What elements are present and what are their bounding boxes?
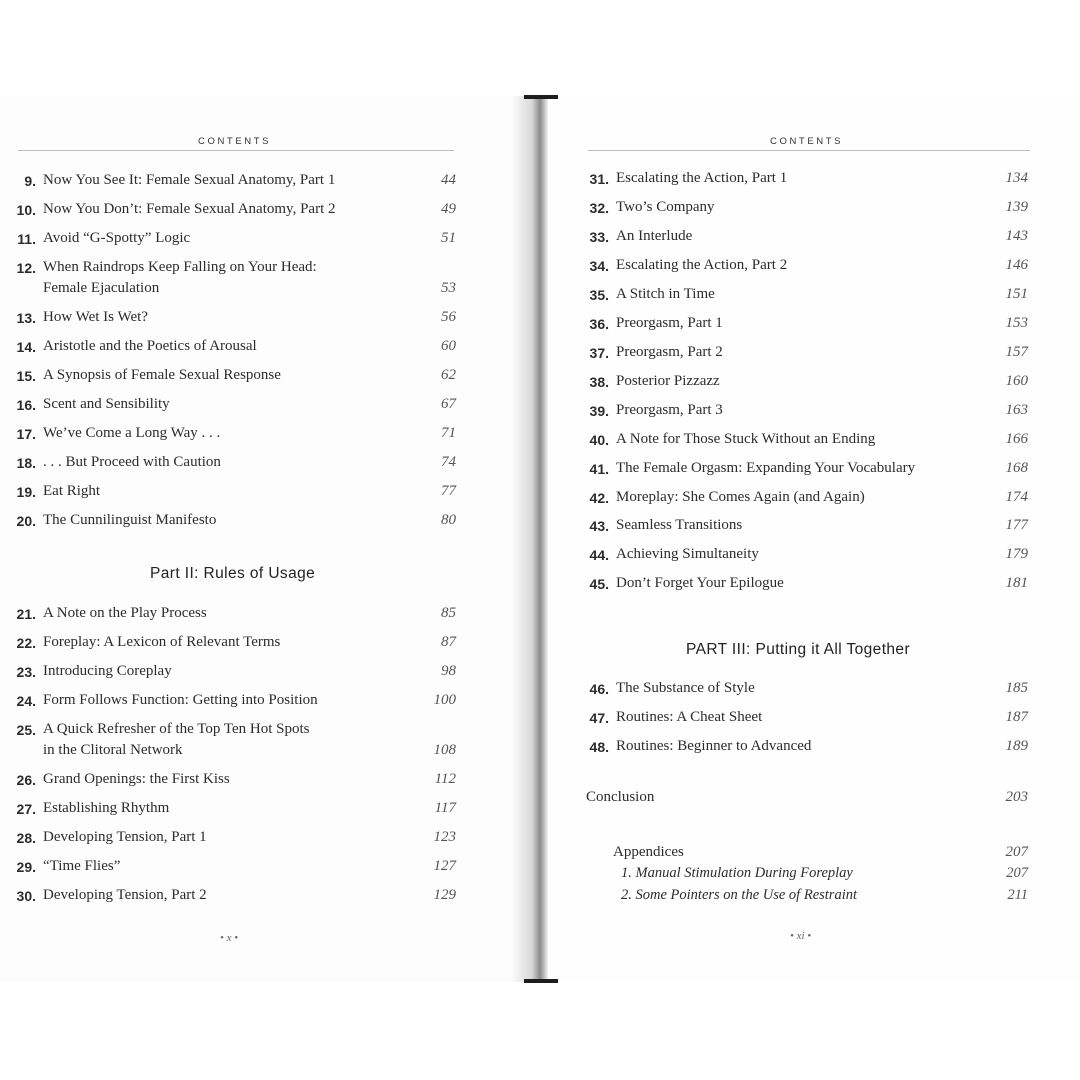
- entry-number: 43.: [589, 518, 609, 534]
- entry-title: The Substance of Style: [616, 680, 755, 696]
- entry-number: 42.: [589, 490, 609, 506]
- entry-number: 41.: [589, 461, 609, 477]
- toc-entry: [0, 451, 522, 473]
- entry-page: 100: [433, 692, 456, 708]
- entry-title: The Cunnilinguist Manifesto: [43, 512, 217, 528]
- entry-number: 32.: [589, 200, 609, 216]
- toc-entry: [522, 167, 1080, 189]
- entry-page: 62: [441, 367, 456, 383]
- entry-page: 185: [1005, 680, 1028, 696]
- entry-title: When Raindrops Keep Falling on Your Head:: [43, 259, 317, 275]
- entry-title: Achieving Simultaneity: [616, 546, 759, 562]
- entry-title: Preorgasm, Part 2: [616, 344, 723, 360]
- entry-page: 98: [441, 663, 456, 679]
- toc-entry: [522, 370, 1080, 392]
- entry-number: 11.: [17, 231, 36, 247]
- entry-page: 177: [1005, 517, 1028, 533]
- left-page: [0, 96, 522, 982]
- entry-title: . . . But Proceed with Caution: [43, 454, 221, 470]
- toc-entry: [0, 422, 522, 444]
- toc-entry: [0, 227, 522, 249]
- entry-page: 139: [1005, 199, 1028, 215]
- entry-number: 45.: [589, 576, 609, 592]
- entry-number: 10.: [16, 202, 36, 218]
- entry-title: Posterior Pizzazz: [616, 373, 720, 389]
- entry-number: 18.: [16, 455, 36, 471]
- toc-entry: [522, 428, 1080, 450]
- entry-number: 34.: [589, 258, 609, 274]
- entry-number: 27.: [16, 801, 36, 817]
- entry-number: 33.: [589, 229, 609, 245]
- entry-number: 16.: [16, 397, 36, 413]
- entry-title: Grand Openings: the First Kiss: [43, 771, 230, 787]
- entry-title: A Stitch in Time: [616, 286, 715, 302]
- entry-title: Routines: A Cheat Sheet: [616, 709, 763, 725]
- toc-entry: [0, 335, 522, 357]
- toc-entry: [522, 706, 1080, 728]
- running-head: CONTENTS: [198, 136, 272, 147]
- entry-page: 87: [441, 634, 456, 650]
- entry-page: 108: [433, 742, 456, 758]
- toc-entry: [0, 768, 522, 790]
- toc-entry: [0, 884, 522, 906]
- appendices-entry: [522, 841, 1080, 863]
- entry-number: 17.: [16, 426, 36, 442]
- running-head: CONTENTS: [770, 136, 844, 147]
- entry-title: The Female Orgasm: Expanding Your Vocabulary: [616, 460, 916, 476]
- entry-title: Form Follows Function: Getting into Position: [43, 692, 318, 708]
- entry-title: Now You See It: Female Sexual Anatomy, Part 1: [43, 172, 336, 188]
- entry-title: Introducing Coreplay: [43, 663, 172, 679]
- toc-entry: [522, 735, 1080, 757]
- entry-title: Eat Right: [43, 483, 101, 499]
- toc-entry: [0, 855, 522, 877]
- entry-title-continued: in the Clitoral Network: [43, 742, 183, 758]
- toc-entry: [522, 677, 1080, 699]
- entry-page: 187: [1005, 709, 1028, 725]
- entry-title: Now You Don’t: Female Sexual Anatomy, Part 2: [43, 201, 336, 217]
- entry-page: 211: [1007, 887, 1028, 903]
- entry-number: 36.: [589, 316, 609, 332]
- entry-title: A Note for Those Stuck Without an Ending: [616, 431, 876, 447]
- entry-page: 60: [441, 338, 456, 354]
- book-gutter-shadow: [512, 96, 548, 982]
- entry-page: 117: [434, 800, 456, 816]
- entry-page: 49: [441, 201, 456, 217]
- entry-number: 23.: [16, 664, 36, 680]
- entry-page: 157: [1005, 344, 1028, 360]
- entry-title: Conclusion: [586, 789, 655, 805]
- appendix-item: [522, 884, 1080, 906]
- entry-page: 203: [1005, 789, 1028, 805]
- entry-number: 48.: [589, 739, 609, 755]
- entry-title: An Interlude: [616, 228, 693, 244]
- entry-page: 71: [441, 425, 456, 441]
- entry-title: Escalating the Action, Part 2: [616, 257, 788, 273]
- page-folio: • x •: [220, 932, 239, 944]
- toc-entry: [0, 509, 522, 531]
- entry-number: 44.: [589, 547, 609, 563]
- toc-entry: [0, 826, 522, 848]
- toc-entry: [522, 399, 1080, 421]
- toc-entry: [522, 312, 1080, 334]
- entry-title: Appendices: [613, 844, 684, 860]
- toc-entry: [522, 514, 1080, 536]
- entry-title: Preorgasm, Part 3: [616, 402, 723, 418]
- entry-page: 143: [1005, 228, 1028, 244]
- entry-number: 19.: [16, 484, 36, 500]
- entry-page: 127: [433, 858, 456, 874]
- toc-entry: [0, 364, 522, 386]
- toc-entry: [522, 572, 1080, 594]
- entry-page: 163: [1005, 402, 1028, 418]
- toc-entry: [0, 602, 522, 624]
- entry-title: Foreplay: A Lexicon of Relevant Terms: [43, 634, 281, 650]
- toc-entry: [0, 169, 522, 191]
- entry-title: We’ve Come a Long Way . . .: [43, 425, 221, 441]
- entry-number: 29.: [16, 859, 36, 875]
- entry-title: How Wet Is Wet?: [43, 309, 148, 325]
- toc-entry: [0, 718, 522, 762]
- entry-number: 28.: [16, 830, 36, 846]
- entry-number: 21.: [16, 606, 36, 622]
- entry-title: 1. Manual Stimulation During Foreplay: [621, 865, 853, 881]
- conclusion-entry: [522, 786, 1080, 808]
- entry-number: 40.: [589, 432, 609, 448]
- toc-entry: [522, 283, 1080, 305]
- toc-entry: [522, 225, 1080, 247]
- toc-entry: [522, 543, 1080, 565]
- entry-title: 2. Some Pointers on the Use of Restraint: [621, 887, 858, 903]
- entry-number: 30.: [16, 888, 36, 904]
- entry-page: 129: [433, 887, 456, 903]
- entry-title: Escalating the Action, Part 1: [616, 170, 788, 186]
- entry-number: 25.: [16, 722, 36, 738]
- entry-title: A Note on the Play Process: [43, 605, 207, 621]
- entry-number: 35.: [589, 287, 609, 303]
- toc-entry: [522, 457, 1080, 479]
- toc-entry: [522, 254, 1080, 276]
- entry-page: 74: [441, 454, 456, 470]
- entry-number: 13.: [16, 310, 36, 326]
- part-heading: Part II: Rules of Usage: [150, 565, 316, 582]
- entry-title: Two’s Company: [616, 199, 715, 215]
- entry-title-continued: Female Ejaculation: [43, 280, 160, 296]
- entry-page: 85: [441, 605, 456, 621]
- toc-entry: [0, 198, 522, 220]
- entry-page: 160: [1005, 373, 1028, 389]
- part-heading: PART III: Putting it All Together: [686, 641, 911, 658]
- toc-entry: [0, 631, 522, 653]
- entry-page: 51: [441, 230, 456, 246]
- entry-number: 22.: [16, 635, 36, 651]
- entry-page: 207: [1006, 865, 1028, 881]
- toc-entry: [0, 797, 522, 819]
- entry-page: 112: [434, 771, 456, 787]
- entry-title: Establishing Rhythm: [43, 800, 170, 816]
- entry-page: 123: [433, 829, 456, 845]
- toc-entry: [0, 256, 522, 300]
- entry-number: 20.: [16, 513, 36, 529]
- entry-number: 26.: [16, 772, 36, 788]
- entry-title: Moreplay: She Comes Again (and Again): [616, 489, 865, 505]
- entry-title: Developing Tension, Part 1: [43, 829, 207, 845]
- entry-title: Routines: Beginner to Advanced: [616, 738, 812, 754]
- entry-title: Seamless Transitions: [616, 517, 743, 533]
- entry-page: 80: [441, 512, 456, 528]
- entry-title: Preorgasm, Part 1: [616, 315, 723, 331]
- entry-page: 181: [1005, 575, 1028, 591]
- entry-page: 153: [1005, 315, 1028, 331]
- entry-number: 9.: [24, 173, 36, 189]
- entry-page: 77: [441, 483, 456, 499]
- book-gutter-edge-top: [524, 95, 558, 99]
- appendix-item: [522, 862, 1080, 884]
- entry-number: 46.: [589, 681, 609, 697]
- header-rule: [18, 150, 454, 151]
- entry-title: Don’t Forget Your Epilogue: [616, 575, 784, 591]
- page-folio: • xi •: [790, 930, 812, 942]
- entry-page: 44: [441, 172, 456, 188]
- toc-entry: [0, 393, 522, 415]
- entry-page: 174: [1005, 489, 1028, 505]
- entry-title: Aristotle and the Poetics of Arousal: [43, 338, 257, 354]
- toc-entry: [0, 480, 522, 502]
- entry-page: 189: [1005, 738, 1028, 754]
- toc-entry: [522, 341, 1080, 363]
- entry-title: Developing Tension, Part 2: [43, 887, 207, 903]
- entry-number: 31.: [589, 171, 609, 187]
- toc-entry: [522, 196, 1080, 218]
- entry-number: 15.: [16, 368, 36, 384]
- entry-title: A Synopsis of Female Sexual Response: [43, 367, 281, 383]
- toc-entry: [0, 660, 522, 682]
- toc-entry: [0, 306, 522, 328]
- entry-title: “Time Flies”: [43, 858, 121, 874]
- toc-entry: [0, 689, 522, 711]
- entry-title: Scent and Sensibility: [43, 396, 170, 412]
- entry-number: 37.: [589, 345, 609, 361]
- entry-page: 67: [441, 396, 456, 412]
- entry-page: 146: [1005, 257, 1028, 273]
- entry-page: 168: [1005, 460, 1028, 476]
- book-gutter-edge-bottom: [524, 979, 558, 983]
- entry-page: 166: [1005, 431, 1028, 447]
- entry-page: 207: [1005, 844, 1028, 860]
- entry-page: 134: [1005, 170, 1028, 186]
- header-rule: [588, 150, 1030, 151]
- entry-number: 47.: [589, 710, 609, 726]
- entry-title: A Quick Refresher of the Top Ten Hot Spots: [43, 721, 310, 737]
- entry-page: 56: [441, 309, 456, 325]
- entry-number: 12.: [16, 260, 36, 276]
- entry-page: 151: [1005, 286, 1028, 302]
- entry-title: Avoid “G-Spotty” Logic: [43, 230, 191, 246]
- right-page: [522, 96, 1080, 982]
- entry-page: 179: [1005, 546, 1028, 562]
- entry-number: 38.: [589, 374, 609, 390]
- entry-number: 24.: [16, 693, 36, 709]
- entry-page: 53: [441, 280, 456, 296]
- entry-number: 39.: [589, 403, 609, 419]
- entry-number: 14.: [16, 339, 36, 355]
- toc-entry: [522, 486, 1080, 508]
